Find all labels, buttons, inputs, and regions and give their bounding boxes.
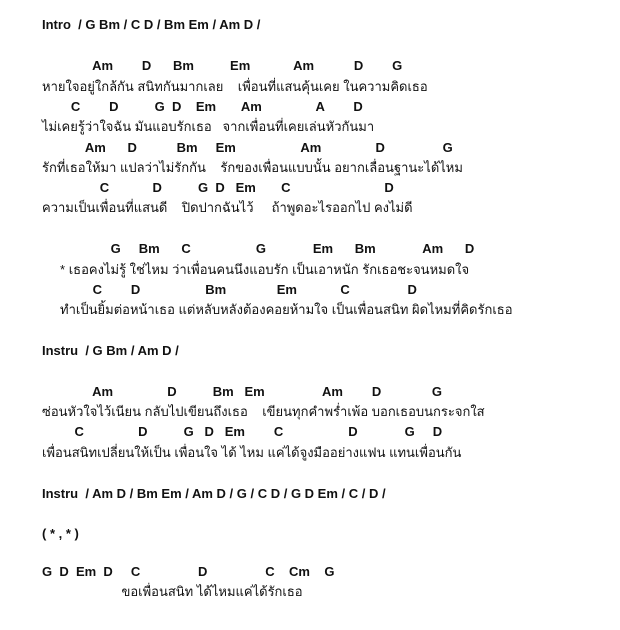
chorus-chord-line-1: G Bm C G Em Bm Am D	[42, 241, 475, 256]
instru-line-1: Instru / G Bm / Am D /	[42, 343, 179, 358]
lyric-line-6: เพื่อนสนิทเปลี่ยนให้เป็น เพื่อนใจ ได้ ไหม แค่ได้จูงมืออย่างแฟน แทนเพื่อนกัน	[42, 445, 462, 460]
instru-line-2: Instru / Am D / Bm Em / Am D / G / C D / G D Em / C / D /	[42, 486, 386, 501]
repeat-marker: ( * , * )	[42, 526, 79, 541]
outro-chord-line: G D Em D C D C Cm G	[42, 564, 335, 579]
chord-line-3: Am D Bm Em Am D G	[42, 140, 453, 155]
chorus-lyric-line-1: * เธอคงไม่รู้ ใช่ไหม ว่าเพื่อนคนนึงแอบรัก เป็นเอาหนัก รักเธอชะจนหมดใจ	[42, 262, 470, 277]
chord-line-2: C D G D Em Am A D	[42, 99, 363, 114]
lyric-line-3: รักที่เธอให้มา แปลว่าไม่รักกัน รักของเพื่อนแบบนั้น อยากเลื่อนฐานะได้ไหม	[42, 160, 463, 175]
chord-line-6: C D G D Em C D G D	[42, 424, 443, 439]
chorus-lyric-line-2: ทำเป็นยิ้มต่อหน้าเธอ แต่หลับหลังต้องคอยห้ามใจ เป็นเพื่อนสนิท ผิดไหมที่คิดรักเธอ	[42, 302, 513, 317]
chord-line-5: Am D Bm Em Am D G	[42, 384, 442, 399]
lyric-line-4: ความเป็นเพื่อนที่แสนดี ปิดปากฉันไว้ ถ้าพูดอะไรออกไป คงไม่ดี	[42, 200, 413, 215]
lyric-line-2: ไม่เคยรู้ว่าใจฉัน มันแอบรักเธอ จากเพื่อนที่เคยเล่นหัวกันมา	[42, 119, 375, 134]
chord-line-4: C D G D Em C D	[42, 180, 394, 195]
chorus-chord-line-2: C D Bm Em C D	[42, 282, 417, 297]
chord-line-1: Am D Bm Em Am D G	[42, 58, 403, 73]
lyric-line-5: ซ่อนหัวใจไว้เนียน กลับไปเขียนถึงเธอ เขียนทุกคำพร่ำเพ้อ บอกเธอบนกระจกใส	[42, 404, 485, 419]
intro-line: Intro / G Bm / C D / Bm Em / Am D /	[42, 17, 261, 32]
outro-lyric-line: ขอเพื่อนสนิท ได้ไหมแค่ได้รักเธอ	[42, 584, 303, 599]
lyric-line-1: หายใจอยู่ใกล้กัน สนิทกันมากเลย เพื่อนที่แสนคุ้นเคย ในความคิดเธอ	[42, 79, 428, 94]
